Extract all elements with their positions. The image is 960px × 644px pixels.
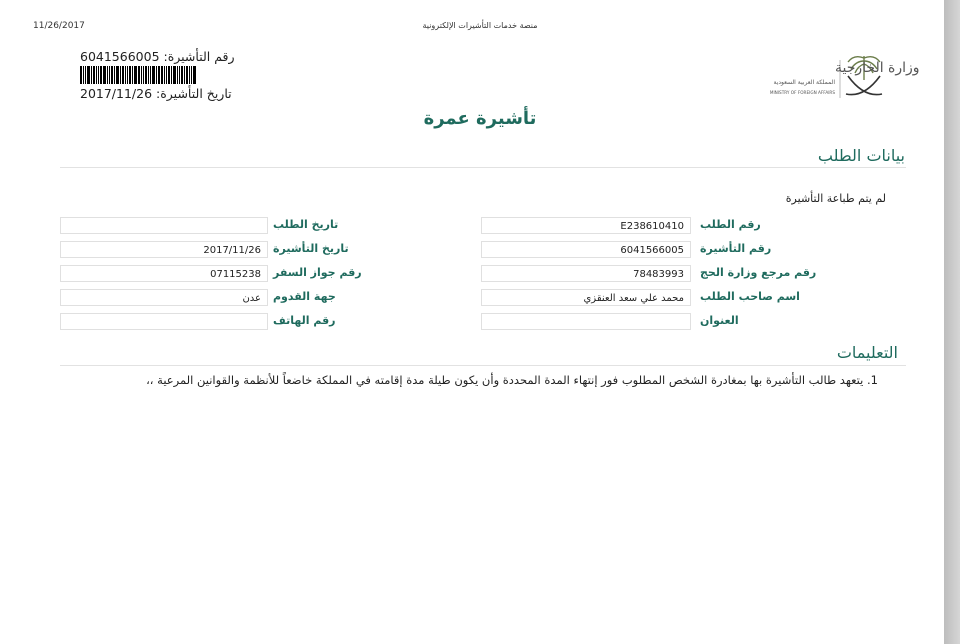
barcode-bar: [120, 66, 121, 84]
barcode-bar: [114, 66, 115, 84]
barcode-bar: [109, 66, 110, 84]
barcode-bar: [100, 66, 102, 84]
platform-name: منصة خدمات التأشيرات الإلكترونية: [422, 21, 538, 30]
address-label: العنوان: [700, 314, 739, 327]
kingdom-arabic-name: المملكة العربية السعودية: [773, 79, 835, 86]
barcode-bar: [85, 66, 86, 84]
print-date: 11/26/2017: [33, 21, 85, 31]
barcode-bar: [184, 66, 185, 84]
visa-number-label: رقم التأشيرة: [700, 242, 772, 255]
barcode-bar: [91, 66, 92, 84]
barcode-bar: [93, 66, 95, 84]
ministry-logo: [742, 46, 920, 106]
barcode-bar: [116, 66, 119, 84]
arrival-from-value: عدن: [60, 289, 268, 306]
request-number-value: E238610410: [481, 217, 691, 234]
section-divider: [60, 167, 906, 168]
hajj-ref-label: رقم مرجع وزارة الحج: [700, 266, 817, 279]
barcode-bar: [148, 66, 149, 84]
applicant-name-label: اسم صاحب الطلب: [700, 290, 800, 303]
passport-number-value: 07115238: [60, 265, 268, 282]
saudi-emblem-icon: [742, 46, 920, 106]
barcode-bar: [156, 66, 157, 84]
barcode: [80, 66, 212, 84]
barcode-bar: [87, 66, 90, 84]
ministry-english-name: MINISTRY OF FOREIGN AFFAIRS: [769, 90, 835, 95]
arrival-from-label: جهة القدوم: [273, 290, 336, 303]
visa-number-line: رقم التأشيرة: 6041566005: [80, 49, 235, 64]
barcode-bar: [171, 66, 172, 84]
barcode-bar: [186, 66, 188, 84]
ministry-arabic-name: وزارة الخارجية: [835, 60, 920, 76]
visa-date-label: تاريخ التأشيرة: [273, 242, 349, 255]
barcode-bar: [107, 66, 108, 84]
barcode-bar: [80, 66, 82, 84]
phone-value: [60, 313, 268, 330]
barcode-bar: [189, 66, 190, 84]
barcode-bar: [96, 66, 97, 84]
barcode-bar: [179, 66, 180, 84]
instructions-heading: التعليمات: [836, 343, 898, 362]
barcode-bar: [164, 66, 165, 84]
barcode-bar: [134, 66, 137, 84]
applicant-name-value: محمد علي سعد العنقزي: [481, 289, 691, 306]
barcode-bar: [141, 66, 142, 84]
barcode-bar: [145, 66, 147, 84]
status-note: لم يتم طباعة التأشيرة: [785, 192, 886, 205]
barcode-bar: [129, 66, 131, 84]
instruction-item: 1. يتعهد طالب التأشيرة بها بمغادرة الشخص المطلوب فور إنتهاء المدة المحددة وأن يكون طيلة مدة إقامته في المملكة خاضعاً للأنظمة والقوانين المرعية ،،: [146, 373, 878, 387]
visa-number-value: 6041566005: [481, 241, 691, 258]
phone-label: رقم الهاتف: [273, 314, 336, 327]
request-number-label: رقم الطلب: [700, 218, 761, 231]
barcode-bar: [83, 66, 84, 84]
barcode-bar: [168, 66, 170, 84]
barcode-bar: [127, 66, 128, 84]
barcode-bar: [166, 66, 167, 84]
address-value: [481, 313, 691, 330]
barcode-bar: [161, 66, 163, 84]
passport-number-label: رقم جواز السفر: [273, 266, 362, 279]
barcode-bar: [173, 66, 176, 84]
barcode-bar: [125, 66, 126, 84]
barcode-bar: [103, 66, 106, 84]
barcode-bar: [193, 66, 196, 84]
barcode-bar: [152, 66, 155, 84]
barcode-bar: [191, 66, 192, 84]
hajj-ref-value: 78483993: [481, 265, 691, 282]
barcode-bar: [98, 66, 99, 84]
visa-date-value: 2017/11/26: [60, 241, 268, 258]
barcode-bar: [181, 66, 183, 84]
request-date-label: تاريخ الطلب: [273, 218, 339, 231]
request-date-value: [60, 217, 268, 234]
barcode-bar: [158, 66, 160, 84]
visa-date-line: تاريخ التأشيرة: 2017/11/26: [80, 86, 232, 101]
request-section-heading: بيانات الطلب: [817, 146, 905, 165]
barcode-bar: [111, 66, 113, 84]
barcode-bar: [150, 66, 151, 84]
barcode-bar: [177, 66, 178, 84]
document-title: تأشيرة عمرة: [423, 108, 537, 129]
barcode-bar: [132, 66, 133, 84]
section-divider: [60, 365, 906, 366]
barcode-bar: [122, 66, 124, 84]
barcode-bar: [143, 66, 144, 84]
page-edge-shadow: [944, 0, 960, 644]
barcode-bar: [138, 66, 140, 84]
